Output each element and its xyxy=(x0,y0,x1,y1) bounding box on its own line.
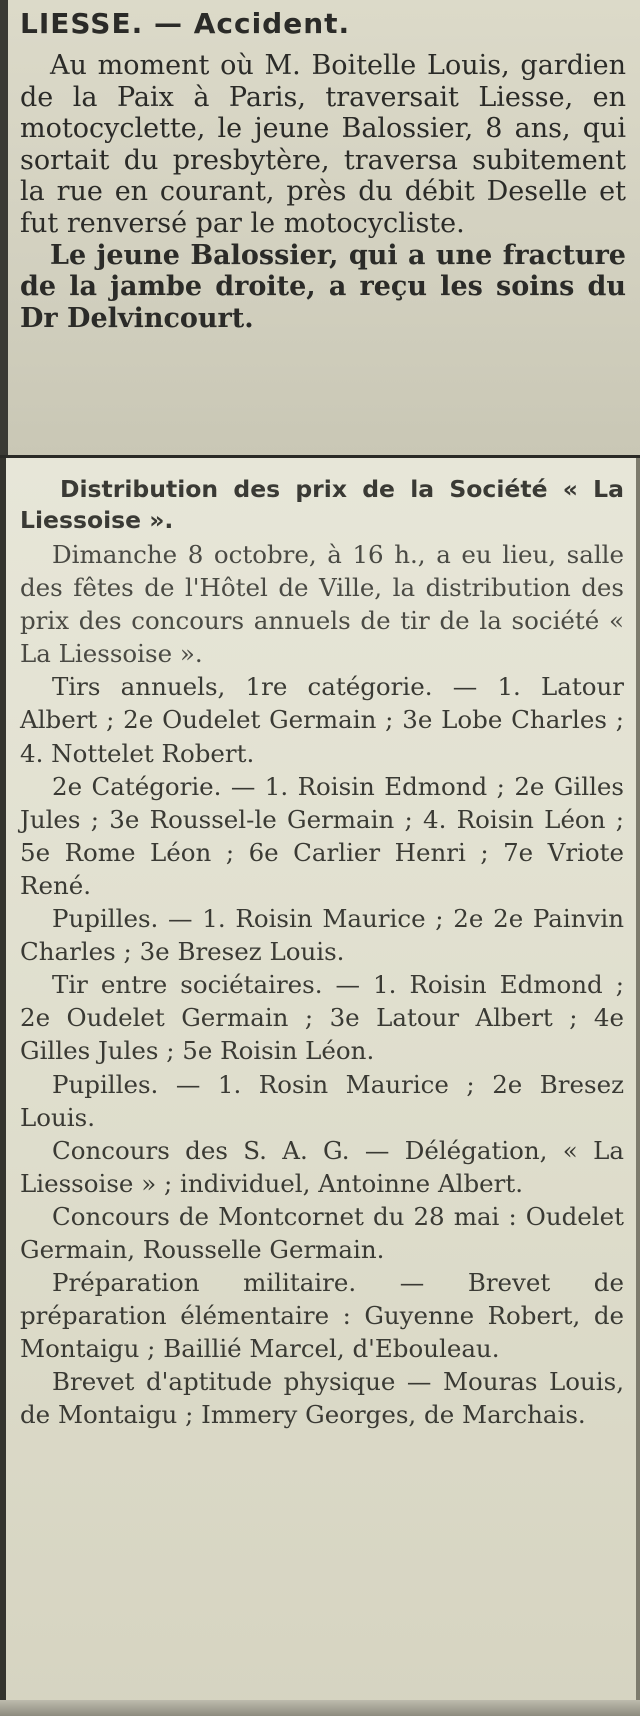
headline-liesse-accident: LIESSE. — Accident. xyxy=(20,7,351,40)
article-paragraph: Tirs annuels, 1re catégorie. — 1. Latour Albert ; 2e Oudelet Germain ; 3e Lobe Charles ; 4. Nottelet Robert. xyxy=(20,672,624,768)
article-paragraph: Pupilles. — 1. Roisin Maurice ; 2e 2e Painvin Charles ; 3e Bresez Louis. xyxy=(20,904,624,967)
article-clipping-distribution xyxy=(0,458,640,1716)
article-paragraph: Tir entre sociétaires. — 1. Roisin Edmond ; 2e Oudelet Germain ; 3e Latour Albert ; 4e Gilles Jules ; 5e Roisin Léon. xyxy=(20,970,624,1066)
article-paragraph: Préparation militaire. — Brevet de préparation élémentaire : Guyenne Robert, de Montaigu ; Baillié Marcel, d'Ebouleau. xyxy=(20,1268,624,1364)
article-paragraph: Dimanche 8 octobre, à 16 h., a eu lieu, salle des fêtes de l'Hôtel de Ville, la distribution des prix des concours annuels de tir de la société « La Liessoise ». xyxy=(20,540,624,669)
article-paragraph: Le jeune Balossier, qui a une fracture de la jambe droite, a reçu les soins du Dr Delvincourt. xyxy=(20,239,626,334)
article-title: Distribution des prix de la Société « La Liessoise ». xyxy=(20,475,624,534)
article-clipping-accident xyxy=(0,0,640,455)
cut-off-next-article xyxy=(0,1700,640,1716)
article-paragraph: Brevet d'aptitude physique — Mouras Louis, de Montaigu ; Immery Georges, de Marchais. xyxy=(20,1367,624,1430)
article-paragraph: Au moment où M. Boitelle Louis, gardien de la Paix à Paris, traversait Liesse, en motocyclette, le jeune Balossier, 8 ans, qui sortait du presbytère, traversa subitement la rue en courant, près du débit Deselle et fut renversé par le motocycliste. xyxy=(20,50,626,239)
article-paragraph: Concours des S. A. G. — Délégation, « La Liessoise » ; individuel, Antoinne Albert. xyxy=(20,1135,624,1198)
article-paragraph: 2e Catégorie. — 1. Roisin Edmond ; 2e Gilles Jules ; 3e Roussel-le Germain ; 4. Roisin Léon ; 5e Rome Léon ; 6e Carlier Henri ; 7e Vriote René. xyxy=(20,771,624,900)
article-paragraph: Concours de Montcornet du 28 mai : Oudelet Germain, Rousselle Germain. xyxy=(20,1201,624,1264)
article-paragraph: Pupilles. — 1. Rosin Maurice ; 2e Bresez Louis. xyxy=(20,1069,624,1132)
